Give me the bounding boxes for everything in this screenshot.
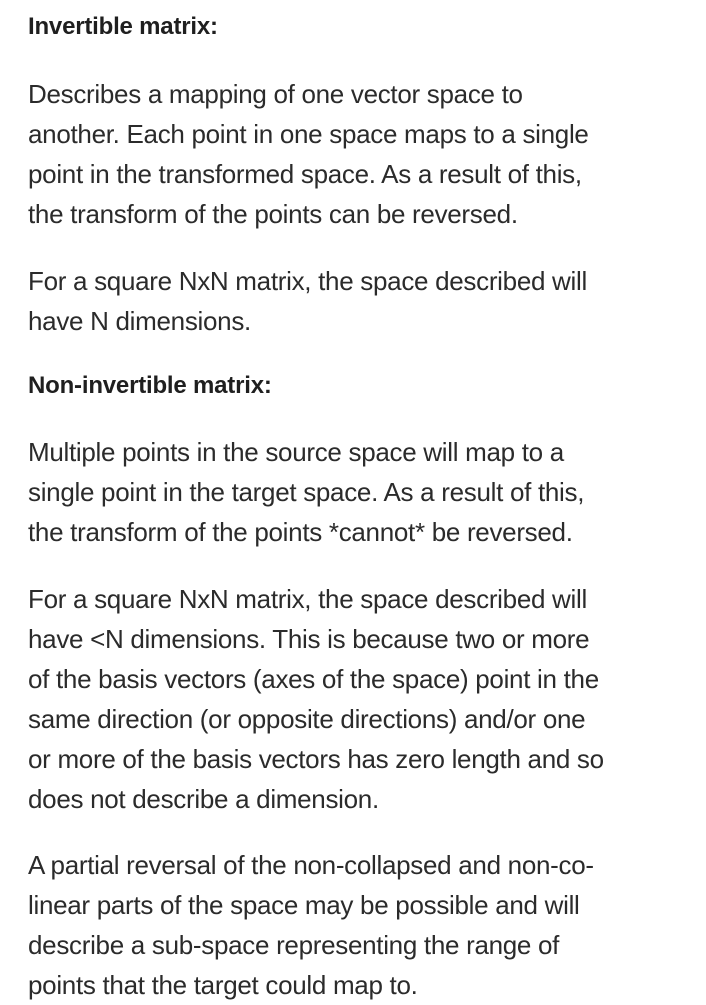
paragraph-non-invertible-description — [28, 432, 584, 552]
text-line: or more of the basis vectors has zero length and so — [28, 744, 604, 774]
text-line: same direction (or opposite directions) and/or one — [28, 704, 586, 734]
text-line: describe a sub-space representing the range of — [28, 930, 560, 960]
text-line: point in the transformed space. As a result of this, — [28, 159, 582, 189]
text-line: another. Each point in one space maps to a single — [28, 119, 589, 149]
text-line: does not describe a dimension. — [28, 784, 379, 814]
text-line: A partial reversal of the non-collapsed and non-co- — [28, 850, 594, 880]
text-line: have N dimensions. — [28, 306, 251, 336]
paragraph-invertible-dimensions — [28, 261, 587, 341]
text-line: For a square NxN matrix, the space described will — [28, 584, 587, 614]
paragraph-non-invertible-dimensions — [28, 579, 604, 819]
paragraph-invertible-description — [28, 74, 589, 234]
paragraph-partial-reversal — [28, 845, 594, 1005]
text-line: of the basis vectors (axes of the space) point in the — [28, 664, 599, 694]
text-line: single point in the target space. As a result of this, — [28, 477, 585, 507]
text-line: points that the target could map to. — [28, 970, 418, 1000]
text-line: For a square NxN matrix, the space described will — [28, 266, 587, 296]
text-line: have <N dimensions. This is because two or more — [28, 624, 590, 654]
text-line: Multiple points in the source space will map to a — [28, 437, 564, 467]
text-line: Describes a mapping of one vector space to — [28, 79, 523, 109]
text-line: linear parts of the space may be possible and will — [28, 890, 580, 920]
heading-invertible-matrix: Invertible matrix: — [28, 13, 218, 40]
text-line: the transform of the points *cannot* be reversed. — [28, 517, 573, 547]
text-line: the transform of the points can be reversed. — [28, 199, 518, 229]
heading-non-invertible-matrix: Non-invertible matrix: — [28, 372, 272, 399]
